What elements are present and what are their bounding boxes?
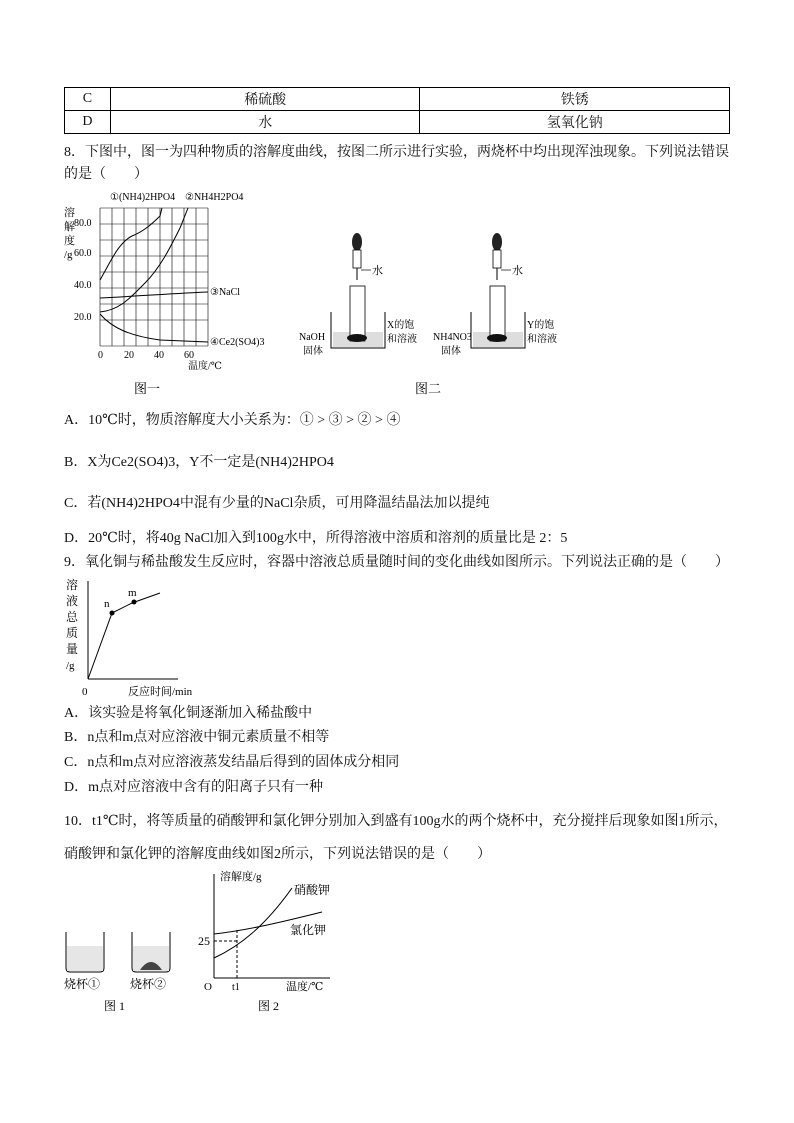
- x-solution-label: 和溶液: [387, 334, 417, 345]
- y-solution-label: Y的饱: [527, 320, 555, 331]
- ytick: 60.0: [74, 248, 92, 259]
- table-cell: 稀硫酸: [110, 88, 420, 111]
- q9-option-c: C．n点和m点对应溶液蒸发结晶后得到的固体成分相同: [64, 755, 400, 770]
- ylabel-char: 解: [64, 221, 75, 233]
- ylabel-char: /g: [66, 660, 75, 672]
- curve-4: [100, 314, 208, 342]
- table-cell: 氢氧化钠: [420, 111, 730, 134]
- beaker-2-label: 烧杯②: [130, 977, 167, 991]
- q9-option-d: D．m点对应溶液中含有的阳离子只有一种: [64, 780, 323, 795]
- q9-stem: 9．氧化铜与稀盐酸发生反应时，容器中溶液总质量随时间的变化曲线如图所示。下列说法正确的是（ ）: [64, 555, 729, 570]
- water-label-left: 水: [372, 265, 383, 277]
- xtick: 0: [98, 350, 103, 361]
- label-nacl: ③NaCl: [210, 287, 241, 298]
- q9-graph: [60, 575, 240, 700]
- fig2-caption: 图二: [415, 381, 442, 396]
- point-m-label: m: [128, 587, 137, 599]
- q10-stem-line1: 10．t1℃时，将等质量的硝酸钾和氯化钾分别加入到盛有100g水的两个烧杯中，充分搅拌后现象如图1所示，: [64, 814, 728, 829]
- ytick: 40.0: [74, 280, 92, 291]
- curve-1: [100, 208, 162, 280]
- solid-label: 固体: [441, 346, 461, 357]
- origin-label: O: [204, 981, 212, 993]
- solid-label: 固体: [303, 346, 323, 357]
- naoh-label: NaOH: [299, 332, 326, 343]
- q10-stem-line2: 硝酸钾和氯化钾的溶解度曲线如图2所示，下列说法错误的是（ ）: [64, 847, 491, 862]
- table-cell: D: [65, 111, 111, 134]
- q10-figure2: [190, 866, 350, 1016]
- nh4no3-label: NH4NO3: [433, 332, 472, 343]
- beaker-1-liquid: [67, 946, 103, 971]
- table-row: [65, 111, 730, 134]
- q8-figure1: [60, 188, 290, 403]
- table-cell: 水: [110, 111, 420, 134]
- precipitate-left: [347, 334, 367, 342]
- fig1-caption: 图 1: [104, 999, 126, 1013]
- curve-kno3: [214, 888, 292, 958]
- label-ce2so43: ④Ce2(SO4)3: [210, 337, 265, 348]
- q8-stem-line1: 8．下图中，图一为四种物质的溶解度曲线，按图二所示进行实验，两烧杯中均出现浑浊现象。下列说法错误: [64, 145, 729, 160]
- water-label-right: 水: [512, 265, 523, 277]
- ylabel-char: /g: [64, 249, 73, 261]
- dropper-right: [492, 233, 511, 280]
- q10-figure1: [60, 928, 190, 1016]
- ylabel-char: 总: [66, 610, 79, 624]
- curve-2: [100, 208, 188, 312]
- table-cell: 铁锈: [420, 88, 730, 111]
- curve-3: [100, 292, 208, 298]
- ylabel-char: 溶: [64, 207, 75, 219]
- xtick: 20: [124, 350, 134, 361]
- beaker-1-label: 烧杯①: [64, 977, 101, 991]
- xtick: 40: [154, 350, 164, 361]
- ytick: 80.0: [74, 218, 92, 229]
- q8-option-c: C．若(NH4)2HPO4中混有少量的NaCl杂质，可用降温结晶法加以提纯: [64, 496, 490, 511]
- legend-1: ①(NH4)2HPO4: [110, 192, 176, 203]
- x-solution-label: X的饱: [387, 320, 415, 331]
- y-solution-label: 和溶液: [527, 334, 557, 345]
- y-value-label: 25: [198, 934, 210, 948]
- mass-curve: [88, 593, 160, 679]
- ylabel: 溶解度/g: [220, 871, 262, 883]
- ytick: 20.0: [74, 312, 92, 323]
- grid: [100, 208, 208, 346]
- test-tube-right: [490, 286, 505, 341]
- xlabel: 温度/℃: [286, 981, 324, 993]
- t1-label: t1: [232, 982, 240, 993]
- q8-option-a: A．10℃时，物质溶解度大小关系为：① > ③ > ② > ④: [64, 413, 401, 428]
- kno3-label: 硝酸钾: [294, 883, 331, 897]
- fig1-caption: 图一: [134, 381, 161, 396]
- point-m: [132, 600, 137, 605]
- xlabel: 温度/℃: [188, 361, 222, 372]
- fig2-caption: 图 2: [258, 999, 280, 1013]
- precipitate-right: [487, 334, 507, 342]
- legend-2: ②NH4H2PO4: [185, 192, 244, 203]
- point-n: [110, 611, 115, 616]
- q8-stem-line2: 的是（ ）: [64, 167, 148, 182]
- table-row: [65, 88, 730, 111]
- options-table: [64, 87, 730, 134]
- dropper-left: [352, 233, 371, 280]
- ylabel-char: 度: [64, 235, 75, 247]
- xlabel: 反应时间/min: [128, 686, 193, 698]
- ylabel-char: 溶: [66, 578, 79, 592]
- test-tube-left: [350, 286, 365, 341]
- table-cell: C: [65, 88, 111, 111]
- ylabel-char: 量: [66, 642, 79, 656]
- q9-option-b: B．n点和m点对应溶液中铜元素质量不相等: [64, 730, 330, 745]
- origin-label: 0: [82, 686, 88, 698]
- point-n-label: n: [104, 598, 110, 610]
- q8-option-d: D．20℃时，将40g NaCl加入到100g水中，所得溶液中溶质和溶剂的质量比是 2：5: [64, 531, 568, 546]
- ylabel-char: 液: [66, 594, 79, 608]
- ylabel-char: 质: [66, 626, 79, 640]
- xtick: 60: [184, 350, 194, 361]
- q8-figure2: [295, 228, 585, 403]
- q8-option-b: B．X为Ce2(SO4)3，Y不一定是(NH4)2HPO4: [64, 455, 334, 470]
- kcl-label: 氯化钾: [290, 923, 327, 937]
- q9-option-a: A．该实验是将氧化铜逐渐加入稀盐酸中: [64, 706, 313, 721]
